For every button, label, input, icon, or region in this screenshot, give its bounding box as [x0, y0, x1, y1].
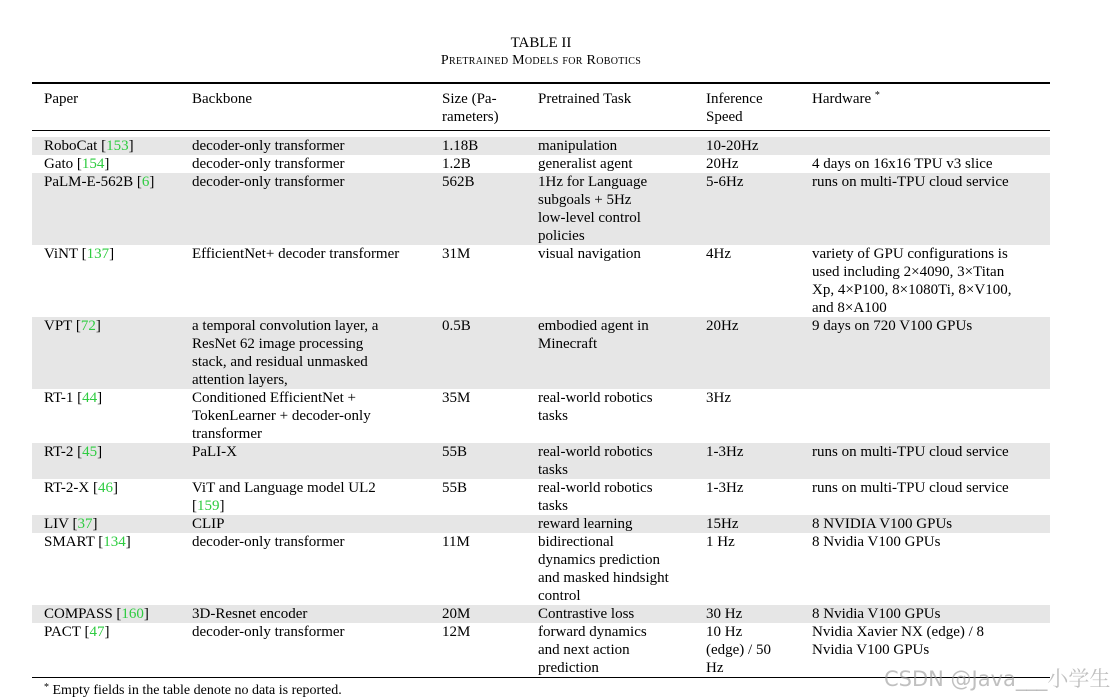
cell-task: real-world robotics tasks	[538, 480, 653, 514]
cell-hardware: 8 NVIDIA V100 GPUs	[812, 516, 953, 532]
header-rule	[32, 130, 1050, 131]
cell-paper: RoboCat [153]	[44, 138, 134, 154]
citation-link[interactable]: 6	[141, 174, 150, 190]
cell-backbone: decoder-only transformer	[192, 138, 345, 154]
cell-size: 1.2B	[442, 156, 471, 172]
citation-link[interactable]: 44	[82, 390, 98, 406]
table-title	[32, 34, 1050, 70]
cell-speed: 1-3Hz	[706, 480, 744, 496]
cell-paper: VPT [72]	[44, 318, 101, 334]
cell-task: visual navigation	[538, 246, 641, 262]
citation-link[interactable]: [159]	[192, 498, 225, 514]
cell-speed: 4Hz	[706, 246, 731, 262]
cell-paper: PaLM-E-562B [6]	[44, 174, 155, 190]
cell-backbone: decoder-only transformer	[192, 174, 345, 190]
cell-speed: 30 Hz	[706, 606, 743, 622]
watermark: CSDN @Java___小学生	[884, 667, 1111, 691]
citation-link[interactable]: 153	[106, 138, 129, 154]
cell-size: 55B	[442, 444, 468, 460]
cell-paper: ViNT [137]	[44, 246, 115, 262]
table-row	[0, 245, 1112, 317]
cell-size: 12M	[442, 624, 471, 640]
cell-task: bidirectional dynamics prediction and masked hindsight control	[538, 534, 669, 604]
cell-speed: 5-6Hz	[706, 174, 744, 190]
cell-task: forward dynamics and next action prediction	[538, 624, 647, 676]
cell-speed: 20Hz	[706, 156, 739, 172]
footnote-text: Empty fields in the table denote no data is reported.	[52, 683, 342, 698]
cell-backbone: decoder-only transformer	[192, 534, 345, 550]
cell-paper: Gato [154]	[44, 156, 110, 172]
table-row	[0, 155, 1112, 173]
header-hardware: Hardware *	[812, 90, 880, 107]
citation-link[interactable]: 37	[77, 516, 93, 532]
table-row	[0, 317, 1112, 389]
citation-link[interactable]: 160	[121, 606, 144, 622]
cell-paper: RT-2-X [46]	[44, 480, 118, 496]
cell-task: embodied agent in Minecraft	[538, 318, 649, 352]
cell-size: 1.18B	[442, 138, 479, 154]
cell-size: 55B	[442, 480, 468, 496]
hardware-footnote-mark: *	[874, 90, 880, 101]
table-caption: Pretrained Models for Robotics	[440, 53, 642, 68]
cell-paper: LIV [37]	[44, 516, 98, 532]
table-row	[0, 515, 1112, 533]
cell-speed: 20Hz	[706, 318, 739, 334]
cell-hardware: 8 Nvidia V100 GPUs	[812, 606, 941, 622]
citation-link[interactable]: 134	[103, 534, 126, 550]
citation-link[interactable]: 137	[86, 246, 110, 262]
cell-hardware: variety of GPU configurations is used including 2×4090, 3×Titan Xp, 4×P100, 8×1080Ti, 8×V100, and 8×A100	[812, 246, 1012, 316]
header-backbone: Backbone	[192, 91, 252, 107]
cell-backbone: EfficientNet+ decoder transformer	[192, 246, 400, 262]
top-rule	[32, 82, 1050, 84]
table-row	[0, 533, 1112, 605]
cell-speed: 1-3Hz	[706, 444, 744, 460]
table-row	[0, 137, 1112, 155]
cell-size: 35M	[442, 390, 471, 406]
header-task: Pretrained Task	[538, 91, 632, 107]
cell-hardware: runs on multi-TPU cloud service	[812, 444, 1009, 460]
table-header	[0, 90, 1112, 128]
cell-paper: PACT [47]	[44, 624, 110, 640]
cell-backbone: 3D-Resnet encoder	[192, 606, 308, 622]
cell-task: real-world robotics tasks	[538, 390, 653, 424]
cell-size: 11M	[442, 534, 470, 550]
citation-link[interactable]: 72	[80, 318, 96, 334]
cell-speed: 10-20Hz	[706, 138, 759, 154]
citation-link[interactable]: 46	[97, 480, 113, 496]
citation-link[interactable]: 154	[81, 156, 105, 172]
cell-size: 0.5B	[442, 318, 471, 334]
cell-backbone: decoder-only transformer	[192, 624, 345, 640]
cell-paper: SMART [134]	[44, 534, 131, 550]
table-label: TABLE II	[510, 35, 572, 51]
cell-hardware: 4 days on 16x16 TPU v3 slice	[812, 156, 993, 172]
cell-backbone: PaLI-X	[192, 444, 237, 460]
table-row	[0, 605, 1112, 623]
cell-task: Contrastive loss	[538, 606, 635, 622]
cell-backbone: Conditioned EfficientNet + TokenLearner + decoder-only transformer	[192, 390, 371, 442]
cell-hardware: Nvidia Xavier NX (edge) / 8 Nvidia V100 GPUs	[812, 624, 985, 658]
citation-link[interactable]: 45	[82, 444, 98, 460]
cell-speed: 15Hz	[706, 516, 739, 532]
cell-task: real-world robotics tasks	[538, 444, 653, 478]
header-size: Size (Pa- rameters)	[442, 91, 499, 125]
cell-paper: COMPASS [160]	[44, 606, 149, 622]
cell-backbone: ViT and Language model UL2 [159]	[192, 480, 376, 514]
cell-paper: RT-2 [45]	[44, 444, 103, 460]
cell-speed: 10 Hz (edge) / 50 Hz	[706, 624, 771, 676]
cell-backbone: CLIP	[192, 516, 225, 532]
cell-task: 1Hz for Language subgoals + 5Hz low-level control policies	[538, 174, 648, 244]
citation-link[interactable]: 47	[89, 624, 105, 640]
table-row	[0, 389, 1112, 443]
cell-task: reward learning	[538, 516, 633, 532]
cell-size: 31M	[442, 246, 471, 262]
footnote-mark: *	[44, 682, 49, 693]
cell-hardware: runs on multi-TPU cloud service	[812, 480, 1009, 496]
cell-backbone: a temporal convolution layer, a ResNet 62 image processing stack, and residual unmasked attention layers,	[192, 318, 379, 388]
header-speed: Inference Speed	[706, 91, 763, 125]
footnote	[44, 683, 342, 699]
cell-task: manipulation	[538, 138, 618, 154]
cell-hardware: 9 days on 720 V100 GPUs	[812, 318, 973, 334]
header-paper: Paper	[44, 91, 79, 107]
table-row	[0, 173, 1112, 245]
table-row	[0, 479, 1112, 515]
cell-backbone: decoder-only transformer	[192, 156, 345, 172]
table-row	[0, 443, 1112, 479]
cell-speed: 3Hz	[706, 390, 731, 406]
cell-size: 562B	[442, 174, 475, 190]
cell-speed: 1 Hz	[706, 534, 735, 550]
cell-task: generalist agent	[538, 156, 633, 172]
cell-paper: RT-1 [44]	[44, 390, 103, 406]
cell-size: 20M	[442, 606, 471, 622]
cell-hardware: runs on multi-TPU cloud service	[812, 174, 1009, 190]
cell-hardware: 8 Nvidia V100 GPUs	[812, 534, 941, 550]
